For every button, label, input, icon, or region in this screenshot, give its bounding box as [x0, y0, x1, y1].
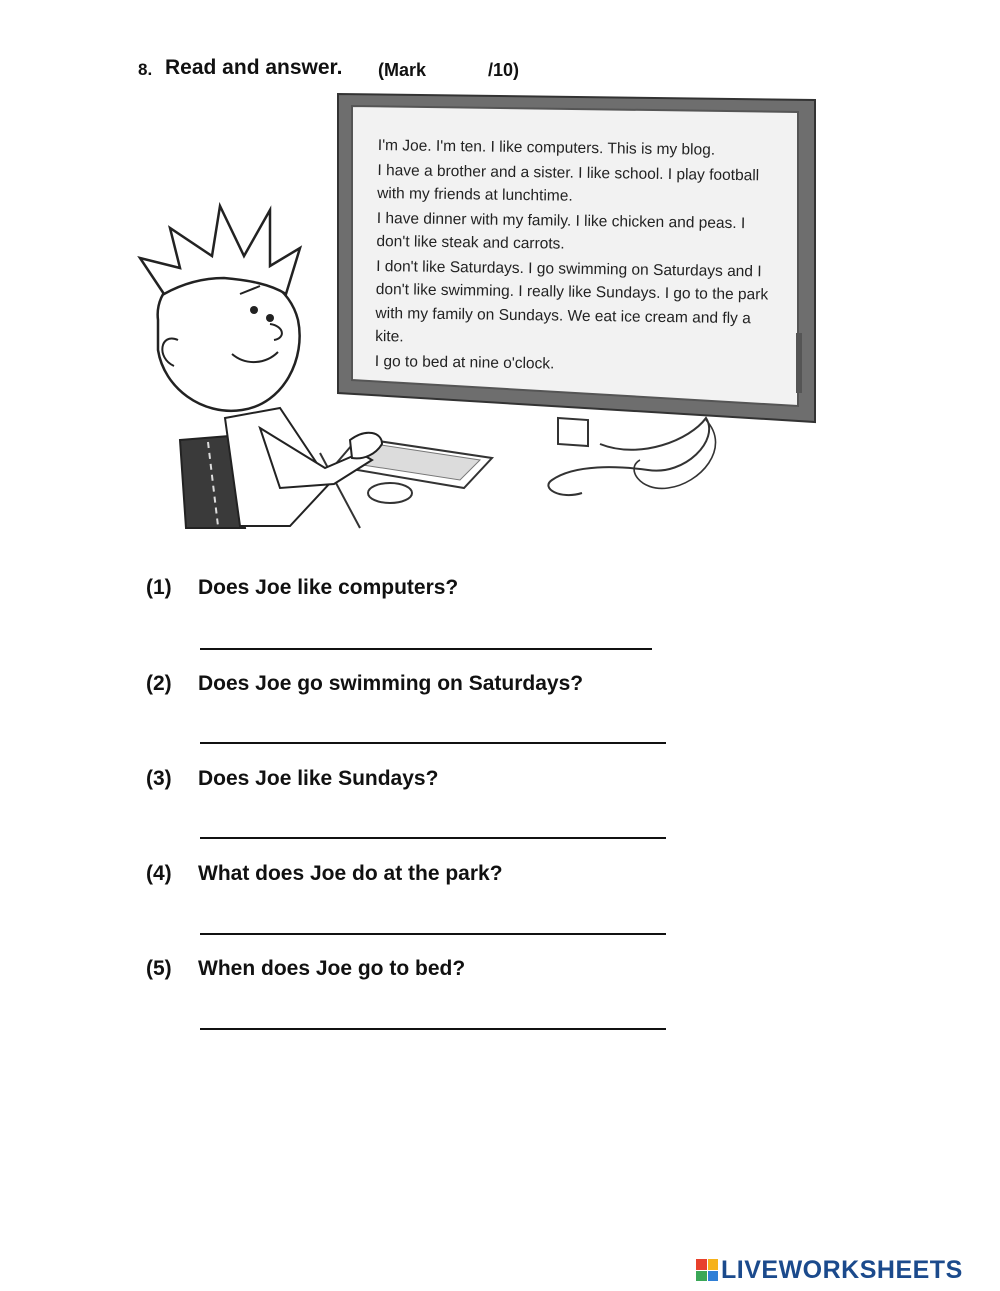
exercise-number: 8. [138, 60, 153, 79]
blog-text [375, 134, 778, 380]
blog-line: I'm Joe. I'm ten. I like computers. This is my blog. [377, 136, 716, 159]
mark-label [378, 60, 520, 81]
question-number: (2) [146, 672, 172, 695]
answer-line-3[interactable] [200, 837, 666, 839]
blog-line: I have a brother and a sister. I like school. I play football with my friends at lunchtime. [377, 161, 760, 205]
answer-line-1[interactable] [200, 648, 652, 650]
logo-block [696, 1271, 707, 1282]
joe-computer-illustration [120, 88, 820, 533]
logo-icon [696, 1259, 718, 1281]
logo-block [708, 1271, 719, 1282]
blog-line: I don't like Saturdays. I go swimming on Saturdays and I don't like swimming. I really like Sundays. I go to the park with my family on Sundays. We eat ice cream and fly a kite. [375, 257, 769, 346]
question-text: Does Joe like computers? [198, 576, 459, 599]
question-number: (4) [146, 862, 172, 885]
monitor-scrollbar [796, 333, 802, 393]
question-number: (3) [146, 767, 172, 790]
question-text: What does Joe do at the park? [198, 862, 503, 885]
liveworksheets-logo [696, 1255, 963, 1285]
mouse [368, 483, 412, 503]
boy-eye-right [266, 314, 274, 322]
answer-line-4[interactable] [200, 933, 666, 935]
mark-total: /10) [488, 60, 520, 80]
boy-eye-left [250, 306, 258, 314]
question-number: (1) [146, 576, 172, 599]
blog-line: I have dinner with my family. I like chicken and peas. I don't like steak and carrots. [376, 209, 746, 253]
question-text: When does Joe go to bed? [198, 957, 466, 980]
exercise-title: Read and answer. [165, 56, 343, 79]
monitor-stand [558, 418, 588, 446]
blog-line: I go to bed at nine o'clock. [374, 352, 555, 372]
mark-label-text: (Mark [378, 60, 427, 80]
question-text: Does Joe go swimming on Saturdays? [198, 672, 584, 695]
question-text: Does Joe like Sundays? [198, 767, 439, 790]
logo-block [708, 1259, 719, 1270]
answer-line-5[interactable] [200, 1028, 666, 1030]
logo-block [696, 1259, 707, 1270]
answer-line-2[interactable] [200, 742, 666, 744]
question-number: (5) [146, 957, 172, 980]
brand-name: LIVEWORKSHEETS [721, 1255, 963, 1284]
